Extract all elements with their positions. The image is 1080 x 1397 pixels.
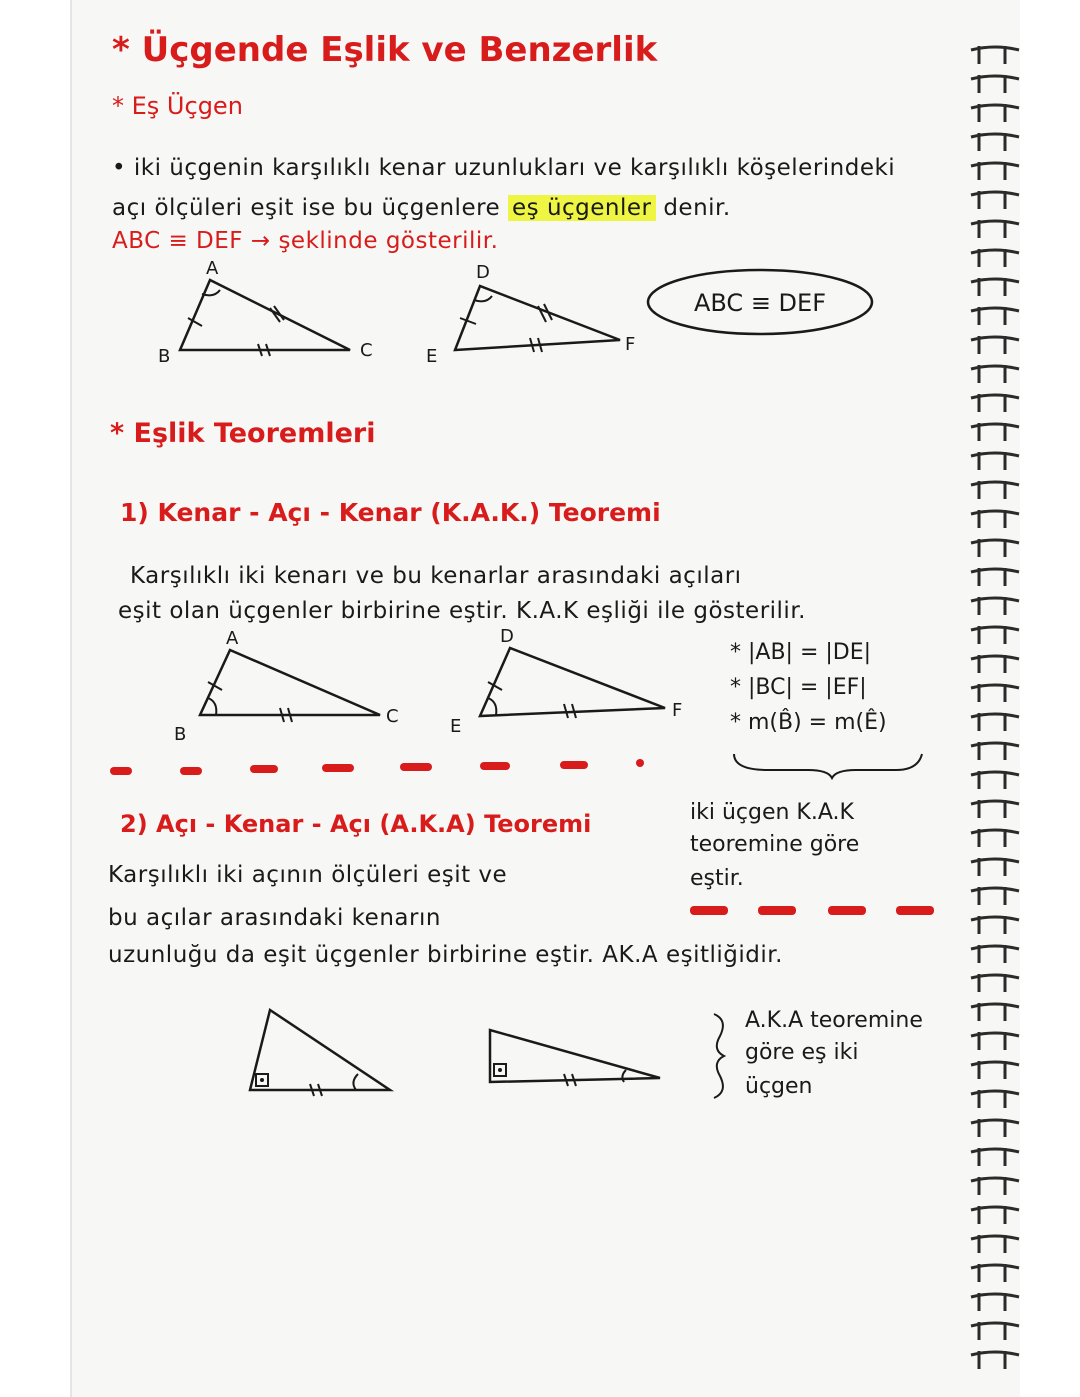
kak-vertex-f: F — [672, 700, 683, 721]
aka-note-3: üçgen — [745, 1074, 813, 1099]
aka-line-1: Karşılıklı iki açının ölçüleri eşit ve — [108, 862, 508, 888]
kak-equality-3: * m(B̂) = m(Ê) — [730, 710, 887, 735]
congruence-formula: ABC ≡ DEF — [112, 228, 244, 254]
kak-vertex-a: A — [226, 628, 239, 649]
kak-heading: 1) Kenar - Açı - Kenar (K.A.K.) Teoremi — [120, 498, 661, 527]
aka-line-3: uzunluğu da eşit üçgenler birbirine eştir. AK.A eşitliğidir. — [108, 942, 783, 968]
kak-vertex-e: E — [450, 716, 462, 737]
spiral-binding — [965, 40, 1025, 1370]
kak-equality-2: * |BC| = |EF| — [730, 675, 867, 700]
kak-line-1: Karşılıklı iki kenarı ve bu kenarlar arasındaki açıları — [130, 563, 742, 589]
vertex-label-c: C — [360, 340, 373, 361]
vertex-label-e: E — [426, 346, 438, 367]
kak-conclusion-1: iki üçgen K.A.K — [690, 800, 854, 825]
esleme-teoremleri-heading: * Eşlik Teoremleri — [110, 418, 376, 449]
kak-conclusion-2: teoremine göre — [690, 832, 860, 857]
aka-line-2: bu açılar arasındaki kenarın — [108, 905, 441, 931]
congruence-bubble — [640, 262, 880, 342]
brace — [728, 748, 928, 778]
kak-vertex-b: B — [174, 724, 187, 745]
aka-note-2: göre eş iki — [745, 1040, 859, 1065]
definition-line-1: • iki üçgenin karşılıklı kenar uzunlukları ve karşılıklı köşelerindeki — [112, 155, 896, 181]
triangle-def-top — [420, 258, 650, 368]
kak-vertex-c: C — [386, 706, 399, 727]
definition-line-3: ABC ≡ DEF → şeklinde gösterilir. — [112, 228, 499, 254]
triangle-aka-2 — [480, 1020, 670, 1090]
vertex-label-f: F — [625, 334, 636, 355]
highlighted-term: eş üçgenler — [508, 195, 656, 221]
aka-heading: 2) Açı - Kenar - Açı (A.K.A) Teoremi — [120, 810, 592, 838]
vertex-label-b: B — [158, 346, 171, 367]
kak-line-2: eşit olan üçgenler birbirine eştir. K.A.K eşliği ile gösterilir. — [118, 598, 806, 624]
kak-vertex-d: D — [500, 626, 514, 647]
page-title: * Üçgende Eşlik ve Benzerlik — [112, 30, 658, 70]
triangle-abc-kak — [160, 628, 410, 745]
red-dash-separator — [110, 755, 650, 785]
vertex-label-a: A — [206, 258, 219, 279]
curly-brace — [706, 1010, 736, 1100]
aka-note-1: A.K.A teoremine — [745, 1008, 923, 1033]
bubble-text: ABC ≡ DEF — [693, 289, 827, 317]
red-dash-short — [690, 900, 940, 920]
triangle-abc-top — [140, 260, 400, 370]
triangle-def-kak — [440, 628, 690, 738]
vertex-label-d: D — [476, 262, 490, 283]
es-ucgen-heading: * Eş Üçgen — [112, 92, 243, 120]
kak-equality-1: * |AB| = |DE| — [730, 640, 872, 665]
kak-conclusion-3: eştir. — [690, 866, 744, 891]
definition-line-2: açı ölçüleri eşit ise bu üçgenlere eş üçgenler denir. — [112, 195, 731, 221]
triangle-aka-1 — [230, 1000, 400, 1100]
